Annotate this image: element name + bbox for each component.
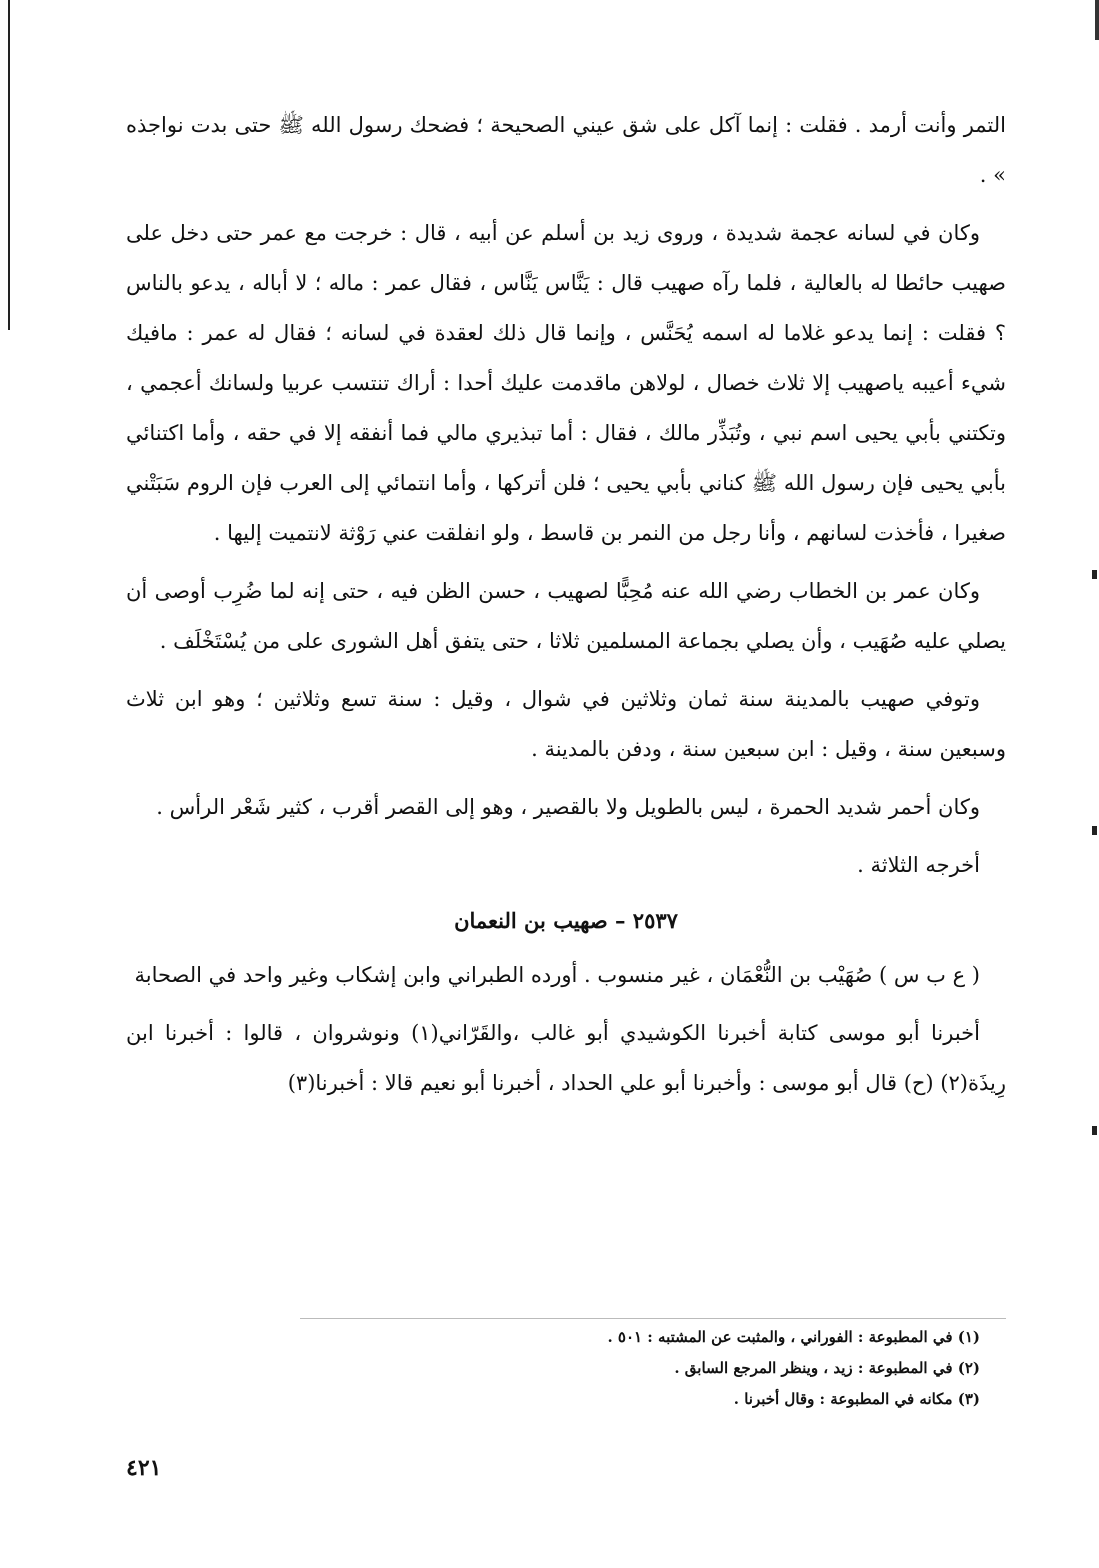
paragraph: وتوفي صهيب بالمدينة سنة ثمان وثلاثين في شوال ، وقيل : سنة تسع وثلاثين ؛ وهو ابن ثلاث وسبعين سنة ، وقيل : ابن سبعين سنة ، ودفن بالمدينة . (126, 687, 1006, 761)
footnote: (١) في المطبوعة : الفوراني ، والمثبت عن المشتبه : ٥٠١ . (607, 1328, 980, 1346)
paragraph: وكان عمر بن الخطاب رضي الله عنه مُحِبًّا لصهيب ، حسن الظن فيه ، حتى إنه لما ضُرِب أوصى أن يصلي عليه صُهَيب ، وأن يصلي بجماعة المسلمين ثلاثا ، حتى يتفق أهل الشورى على من يُسْتَخْلَف . (126, 579, 1006, 653)
page-number: ٤٢١ (126, 1455, 162, 1481)
scan-border (8, 0, 10, 330)
paragraph: التمر وأنت أرمد . فقلت : إنما آكل على شق عيني الصحيحة ؛ فضحك رسول الله ﷺ حتى بدت نواجذه » . (126, 113, 1006, 187)
scan-edge-dot (1092, 826, 1097, 835)
scan-mark (1095, 0, 1099, 40)
footnote: (٣) مكانه في المطبوعة : وقال أخبرنا . (733, 1390, 980, 1408)
paragraph: أخرجه الثلاثة . (857, 853, 980, 877)
paragraph: وكان أحمر شديد الحمرة ، ليس بالطويل ولا بالقصير ، وهو إلى القصر أقرب ، كثير شَعْر الرأس . (156, 795, 980, 819)
paragraph: وكان في لسانه عجمة شديدة ، وروى زيد بن أسلم عن أبيه ، قال : خرجت مع عمر حتى دخل على صهيب حائطا له بالعالية ، فلما رآه صهيب قال : يَنَّاس يَنَّاس ، فقال عمر : ماله ؛ لا أباله ، يدعو بالناس ؟ فقلت : إنما يدعو غلاما له اسمه يُحَنَّس ، وإنما قال ذلك لعقدة في لسانه ؛ فقال له عمر : مافيك شيء أعيبه ياصهيب إلا ثلاث خصال ، لولاهن ماقدمت عليك أحدا : أراك تنتسب عربيا ولسانك أعجمي ، وتكتني بأبي يحيى اسم نبي ، وتُبَذِّر مالك ، فقال : أما تبذيري مالي فما أنفقه إلا في حقه ، وأما اكتنائي بأبي يحيى فإن رسول الله ﷺ كناني بأبي يحيى ؛ فلن أتركها ، وأما انتمائي إلى العرب فإن الروم سَبَتْني صغيرا ، فأخذت لسانهم ، وأنا رجل من النمر بن قاسط ، ولو انفلقت عني رَوْثة لانتميت إليها . (126, 221, 1006, 545)
scan-edge-dot (1092, 1126, 1097, 1135)
footnote: (٢) في المطبوعة : زيد ، وينظر المرجع السابق . (674, 1359, 980, 1377)
page-body (126, 100, 1006, 1116)
paragraph: ( ع ب س ) صُهَيْب بن النُّعْمَان ، غير منسوب . أورده الطبراني وابن إشكاب وغير واحد في الصحابة (134, 963, 980, 987)
entry-heading: ٢٥٣٧ – صهيب بن النعمان (454, 908, 678, 933)
footnotes (540, 1322, 980, 1415)
scan-edge-dot (1092, 570, 1097, 579)
footnote-divider (300, 1318, 1006, 1319)
paragraph: أخبرنا أبو موسى كتابة أخبرنا الكوشيدي أبو غالب ،والقَرّاني(١) ونوشروان ، قالوا : أخبرنا ابن رِيذَة(٢) (ح) قال أبو موسى : وأخبرنا أبو علي الحداد ، أخبرنا أبو نعيم قالا : أخبرنا(٣) (126, 1021, 1006, 1095)
